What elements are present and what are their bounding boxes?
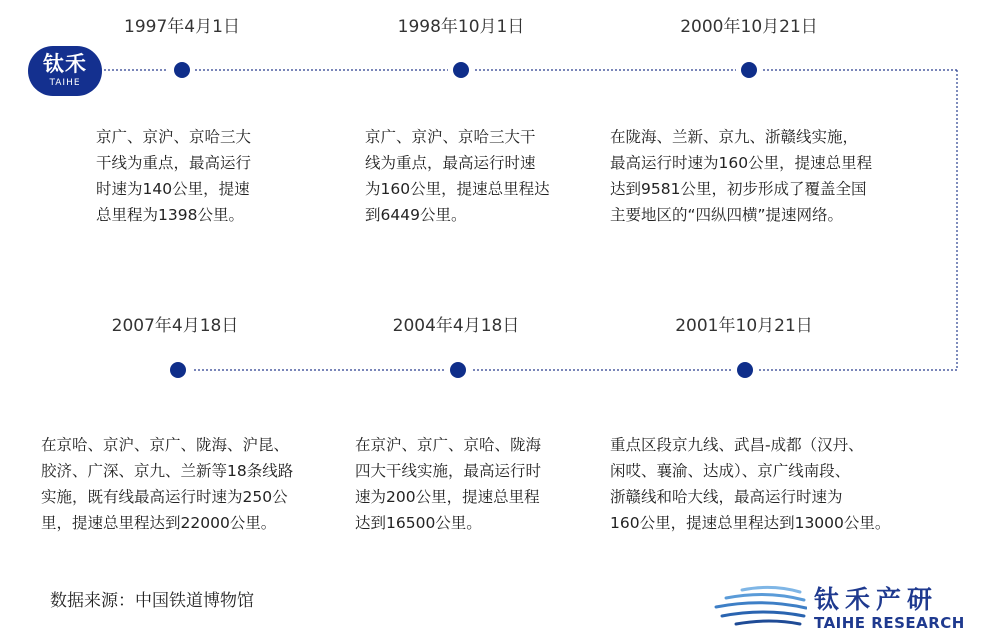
desc-line: 干线为重点，最高运行 bbox=[96, 154, 252, 172]
event-date: 2000年10月21日 bbox=[680, 17, 818, 37]
event-date: 2004年4月18日 bbox=[392, 316, 520, 336]
desc-line: 实施，既有线最高运行时速为250公 bbox=[41, 488, 288, 506]
event-description bbox=[610, 124, 872, 228]
event-date: 1997年4月1日 bbox=[124, 17, 240, 37]
desc-line: 线为重点，最高运行时速 bbox=[365, 154, 536, 172]
event-date: 2007年4月18日 bbox=[111, 316, 239, 336]
desc-line: 浙赣线和哈大线，最高运行时速为 bbox=[610, 488, 843, 506]
event-date: 2001年10月21日 bbox=[675, 316, 813, 336]
data-source-note: 数据来源：中国铁道博物馆 bbox=[50, 591, 254, 611]
event-description bbox=[365, 124, 550, 228]
desc-line: 在陇海、兰新、京九、浙赣线实施， bbox=[610, 128, 859, 146]
timeline-dot bbox=[174, 62, 190, 78]
desc-line: 总里程为1398公里。 bbox=[96, 206, 244, 224]
desc-line: 时速为140公里，提速 bbox=[96, 180, 250, 198]
brand-name-en: TAIHE RESEARCH bbox=[814, 614, 965, 632]
desc-line: 京广、京沪、京哈三大干 bbox=[365, 128, 536, 146]
desc-line: 达到9581公里，初步形成了覆盖全国 bbox=[610, 180, 867, 198]
desc-line: 四大干线实施，最高运行时 bbox=[355, 462, 542, 480]
desc-line: 闲哎、襄渝、达成）、京广线南段、 bbox=[610, 462, 851, 480]
desc-line: 为160公里，提速总里程达 bbox=[365, 180, 550, 198]
desc-line: 160公里，提速总里程达到13000公里。 bbox=[610, 514, 891, 532]
event-description bbox=[355, 432, 541, 536]
desc-line: 京广、京沪、京哈三大 bbox=[96, 128, 252, 146]
timeline-dot bbox=[170, 362, 186, 378]
desc-line: 主要地区的“四纵四横”提速网络。 bbox=[610, 206, 844, 224]
brand-name: 钛禾产研 bbox=[814, 585, 939, 614]
speed-lines-icon bbox=[712, 582, 807, 632]
event-description bbox=[41, 432, 293, 536]
timeline-dot bbox=[737, 362, 753, 378]
event-date: 1998年10月1日 bbox=[397, 17, 525, 37]
taihe-logo bbox=[28, 46, 102, 96]
desc-line: 胶济、广深、京九、兰新等18条线路 bbox=[41, 462, 294, 480]
brand-logo bbox=[712, 578, 972, 638]
logo-subtext: TAIHE bbox=[49, 78, 81, 88]
desc-line: 达到16500公里。 bbox=[355, 514, 482, 532]
desc-line: 在京哈、京沪、京广、陇海、沪昆、 bbox=[41, 436, 290, 454]
desc-line: 里，提速总里程达到22000公里。 bbox=[41, 514, 277, 532]
timeline-dot bbox=[453, 62, 469, 78]
logo-text: 钛禾 bbox=[43, 52, 87, 76]
desc-line: 最高运行时速为160公里，提速总里程 bbox=[610, 154, 873, 172]
event-description bbox=[610, 432, 890, 536]
desc-line: 在京沪、京广、京哈、陇海 bbox=[355, 436, 542, 454]
desc-line: 重点区段京九线、武昌-成都（汉丹、 bbox=[610, 436, 864, 454]
timeline-dot bbox=[741, 62, 757, 78]
desc-line: 到6449公里。 bbox=[365, 206, 467, 224]
desc-line: 速为200公里，提速总里程 bbox=[355, 488, 540, 506]
timeline-dot bbox=[450, 362, 466, 378]
event-description bbox=[96, 124, 251, 228]
